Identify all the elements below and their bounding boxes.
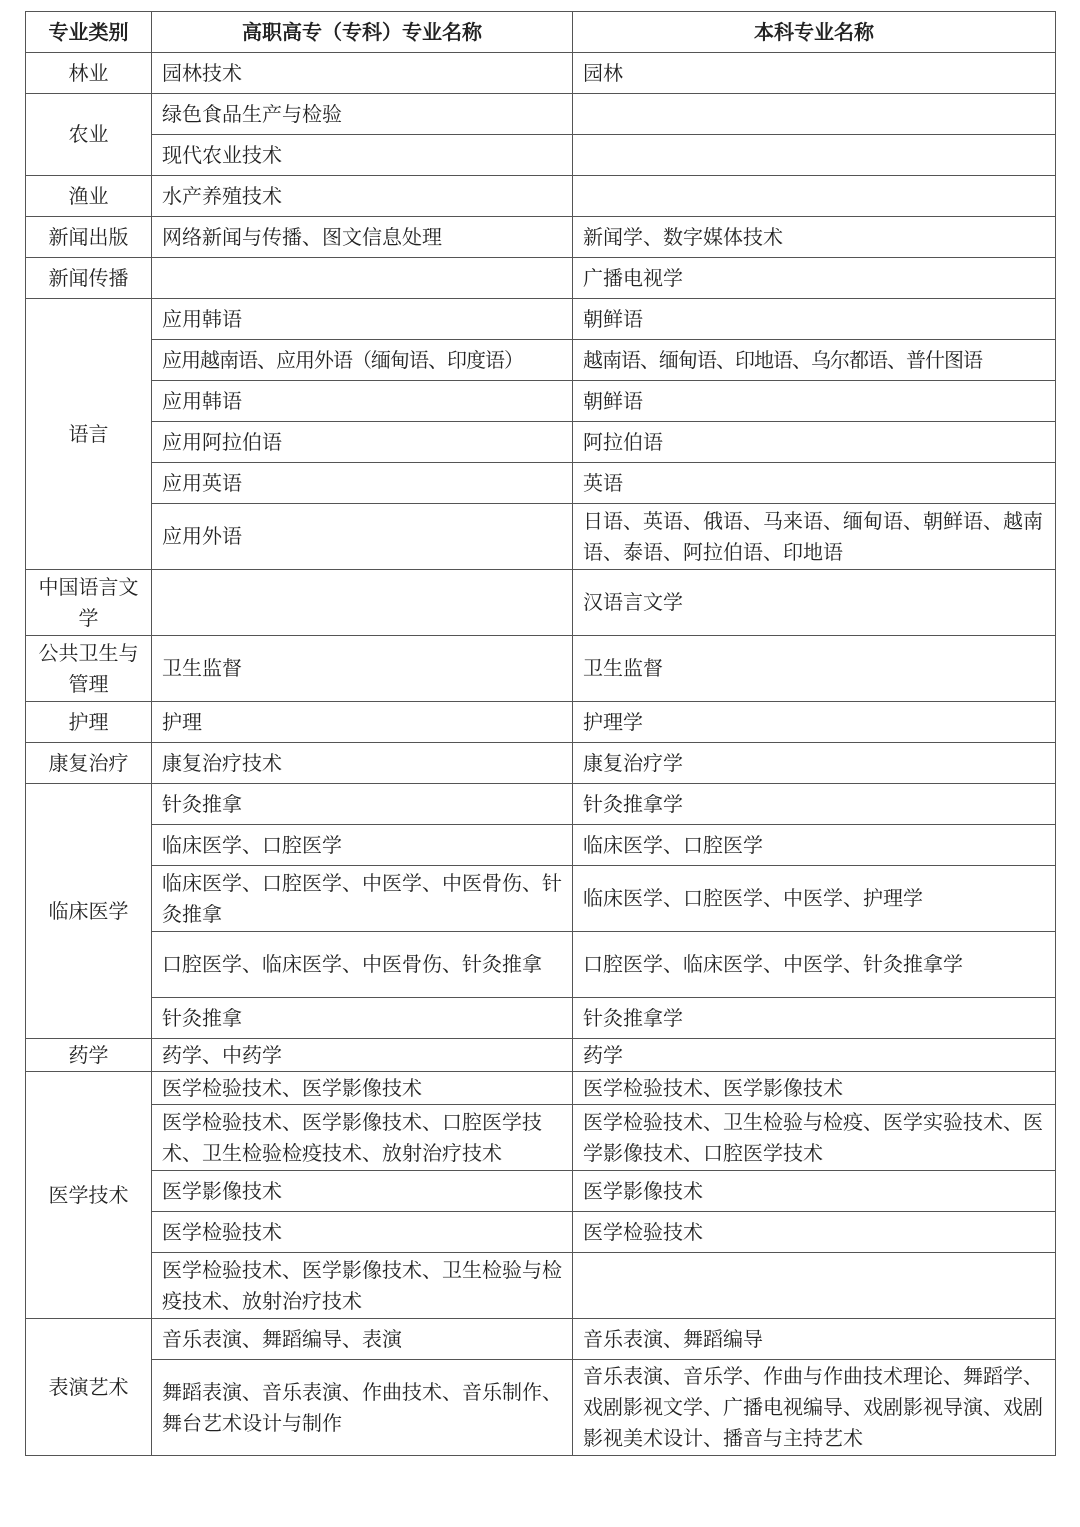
table-row (26, 784, 1056, 825)
table-row (26, 381, 1056, 422)
undergraduate-cell: 音乐表演、音乐学、作曲与作曲技术理论、舞蹈学、戏剧影视文学、广播电视编导、戏剧影视导演、戏剧影视美术设计、播音与主持艺术 (573, 1360, 1056, 1456)
undergraduate-cell: 朝鲜语 (573, 381, 1056, 422)
undergraduate-cell: 英语 (573, 463, 1056, 504)
vocational-cell: 现代农业技术 (152, 135, 573, 176)
undergraduate-cell: 临床医学、口腔医学、中医学、护理学 (573, 866, 1056, 932)
table-row (26, 1039, 1056, 1072)
undergraduate-cell: 医学检验技术、卫生检验与检疫、医学实验技术、医学影像技术、口腔医学技术 (573, 1105, 1056, 1171)
vocational-cell: 医学检验技术 (152, 1212, 573, 1253)
undergraduate-cell: 护理学 (573, 702, 1056, 743)
table-row (26, 217, 1056, 258)
vocational-cell: 舞蹈表演、音乐表演、作曲技术、音乐制作、舞台艺术设计与制作 (152, 1360, 573, 1456)
undergraduate-cell: 新闻学、数字媒体技术 (573, 217, 1056, 258)
vocational-cell: 康复治疗技术 (152, 743, 573, 784)
table-row (26, 340, 1056, 381)
vocational-cell: 绿色食品生产与检验 (152, 94, 573, 135)
table-row (26, 463, 1056, 504)
vocational-cell: 医学检验技术、医学影像技术、卫生检验与检疫技术、放射治疗技术 (152, 1253, 573, 1319)
table-row (26, 998, 1056, 1039)
undergraduate-cell: 药学 (573, 1039, 1056, 1072)
category-cell: 护理 (26, 702, 152, 743)
undergraduate-cell: 临床医学、口腔医学 (573, 825, 1056, 866)
table-row (26, 636, 1056, 702)
vocational-cell: 卫生监督 (152, 636, 573, 702)
vocational-cell: 应用阿拉伯语 (152, 422, 573, 463)
vocational-cell: 应用外语 (152, 504, 573, 570)
undergraduate-cell: 卫生监督 (573, 636, 1056, 702)
vocational-cell: 口腔医学、临床医学、中医骨伤、针灸推拿 (152, 932, 573, 998)
table-row (26, 1105, 1056, 1171)
undergraduate-cell: 音乐表演、舞蹈编导 (573, 1319, 1056, 1360)
vocational-cell: 针灸推拿 (152, 784, 573, 825)
table-row (26, 570, 1056, 636)
header-vocational: 高职高专（专科）专业名称 (152, 12, 573, 53)
table-row (26, 94, 1056, 135)
category-cell: 表演艺术 (26, 1319, 152, 1456)
category-cell: 新闻出版 (26, 217, 152, 258)
undergraduate-cell: 阿拉伯语 (573, 422, 1056, 463)
vocational-cell (152, 570, 573, 636)
vocational-cell: 临床医学、口腔医学 (152, 825, 573, 866)
category-cell: 公共卫生与管理 (26, 636, 152, 702)
undergraduate-cell (573, 94, 1056, 135)
vocational-cell (152, 258, 573, 299)
header-row (26, 12, 1056, 53)
table-row (26, 53, 1056, 94)
category-cell: 渔业 (26, 176, 152, 217)
undergraduate-cell: 针灸推拿学 (573, 784, 1056, 825)
header-category: 专业类别 (26, 12, 152, 53)
category-cell: 药学 (26, 1039, 152, 1072)
table-row (26, 866, 1056, 932)
category-cell: 语言 (26, 299, 152, 570)
category-cell: 医学技术 (26, 1072, 152, 1319)
undergraduate-cell (573, 135, 1056, 176)
vocational-cell: 水产养殖技术 (152, 176, 573, 217)
undergraduate-cell (573, 1253, 1056, 1319)
vocational-cell: 应用韩语 (152, 299, 573, 340)
table-row (26, 176, 1056, 217)
vocational-cell: 网络新闻与传播、图文信息处理 (152, 217, 573, 258)
vocational-cell: 护理 (152, 702, 573, 743)
table-row (26, 1072, 1056, 1105)
table-row (26, 1319, 1056, 1360)
table-row (26, 1360, 1056, 1456)
vocational-cell: 应用越南语、应用外语（缅甸语、印度语） (152, 340, 573, 381)
undergraduate-cell: 口腔医学、临床医学、中医学、针灸推拿学 (573, 932, 1056, 998)
undergraduate-cell: 日语、英语、俄语、马来语、缅甸语、朝鲜语、越南语、泰语、阿拉伯语、印地语 (573, 504, 1056, 570)
vocational-cell: 音乐表演、舞蹈编导、表演 (152, 1319, 573, 1360)
category-cell: 康复治疗 (26, 743, 152, 784)
undergraduate-cell: 越南语、缅甸语、印地语、乌尔都语、普什图语 (573, 340, 1056, 381)
category-cell: 农业 (26, 94, 152, 176)
undergraduate-cell: 朝鲜语 (573, 299, 1056, 340)
category-cell: 临床医学 (26, 784, 152, 1039)
undergraduate-cell: 医学检验技术、医学影像技术 (573, 1072, 1056, 1105)
header-undergraduate: 本科专业名称 (573, 12, 1056, 53)
table-row (26, 135, 1056, 176)
vocational-cell: 医学检验技术、医学影像技术、口腔医学技术、卫生检验检疫技术、放射治疗技术 (152, 1105, 573, 1171)
table-row (26, 422, 1056, 463)
undergraduate-cell: 康复治疗学 (573, 743, 1056, 784)
table-row (26, 504, 1056, 570)
undergraduate-cell: 广播电视学 (573, 258, 1056, 299)
category-cell: 新闻传播 (26, 258, 152, 299)
undergraduate-cell: 汉语言文学 (573, 570, 1056, 636)
vocational-cell: 应用英语 (152, 463, 573, 504)
vocational-cell: 针灸推拿 (152, 998, 573, 1039)
table-row (26, 825, 1056, 866)
vocational-cell: 园林技术 (152, 53, 573, 94)
table-row (26, 743, 1056, 784)
category-cell: 中国语言文学 (26, 570, 152, 636)
undergraduate-cell: 园林 (573, 53, 1056, 94)
vocational-cell: 医学检验技术、医学影像技术 (152, 1072, 573, 1105)
undergraduate-cell: 医学检验技术 (573, 1212, 1056, 1253)
table-row (26, 1212, 1056, 1253)
vocational-cell: 医学影像技术 (152, 1171, 573, 1212)
table-row (26, 258, 1056, 299)
undergraduate-cell (573, 176, 1056, 217)
undergraduate-cell: 针灸推拿学 (573, 998, 1056, 1039)
vocational-cell: 药学、中药学 (152, 1039, 573, 1072)
table-row (26, 299, 1056, 340)
table-row (26, 1171, 1056, 1212)
table-row (26, 702, 1056, 743)
table-row (26, 1253, 1056, 1319)
undergraduate-cell: 医学影像技术 (573, 1171, 1056, 1212)
vocational-cell: 临床医学、口腔医学、中医学、中医骨伤、针灸推拿 (152, 866, 573, 932)
major-table (25, 11, 1056, 1456)
category-cell: 林业 (26, 53, 152, 94)
vocational-cell: 应用韩语 (152, 381, 573, 422)
table-row (26, 932, 1056, 998)
